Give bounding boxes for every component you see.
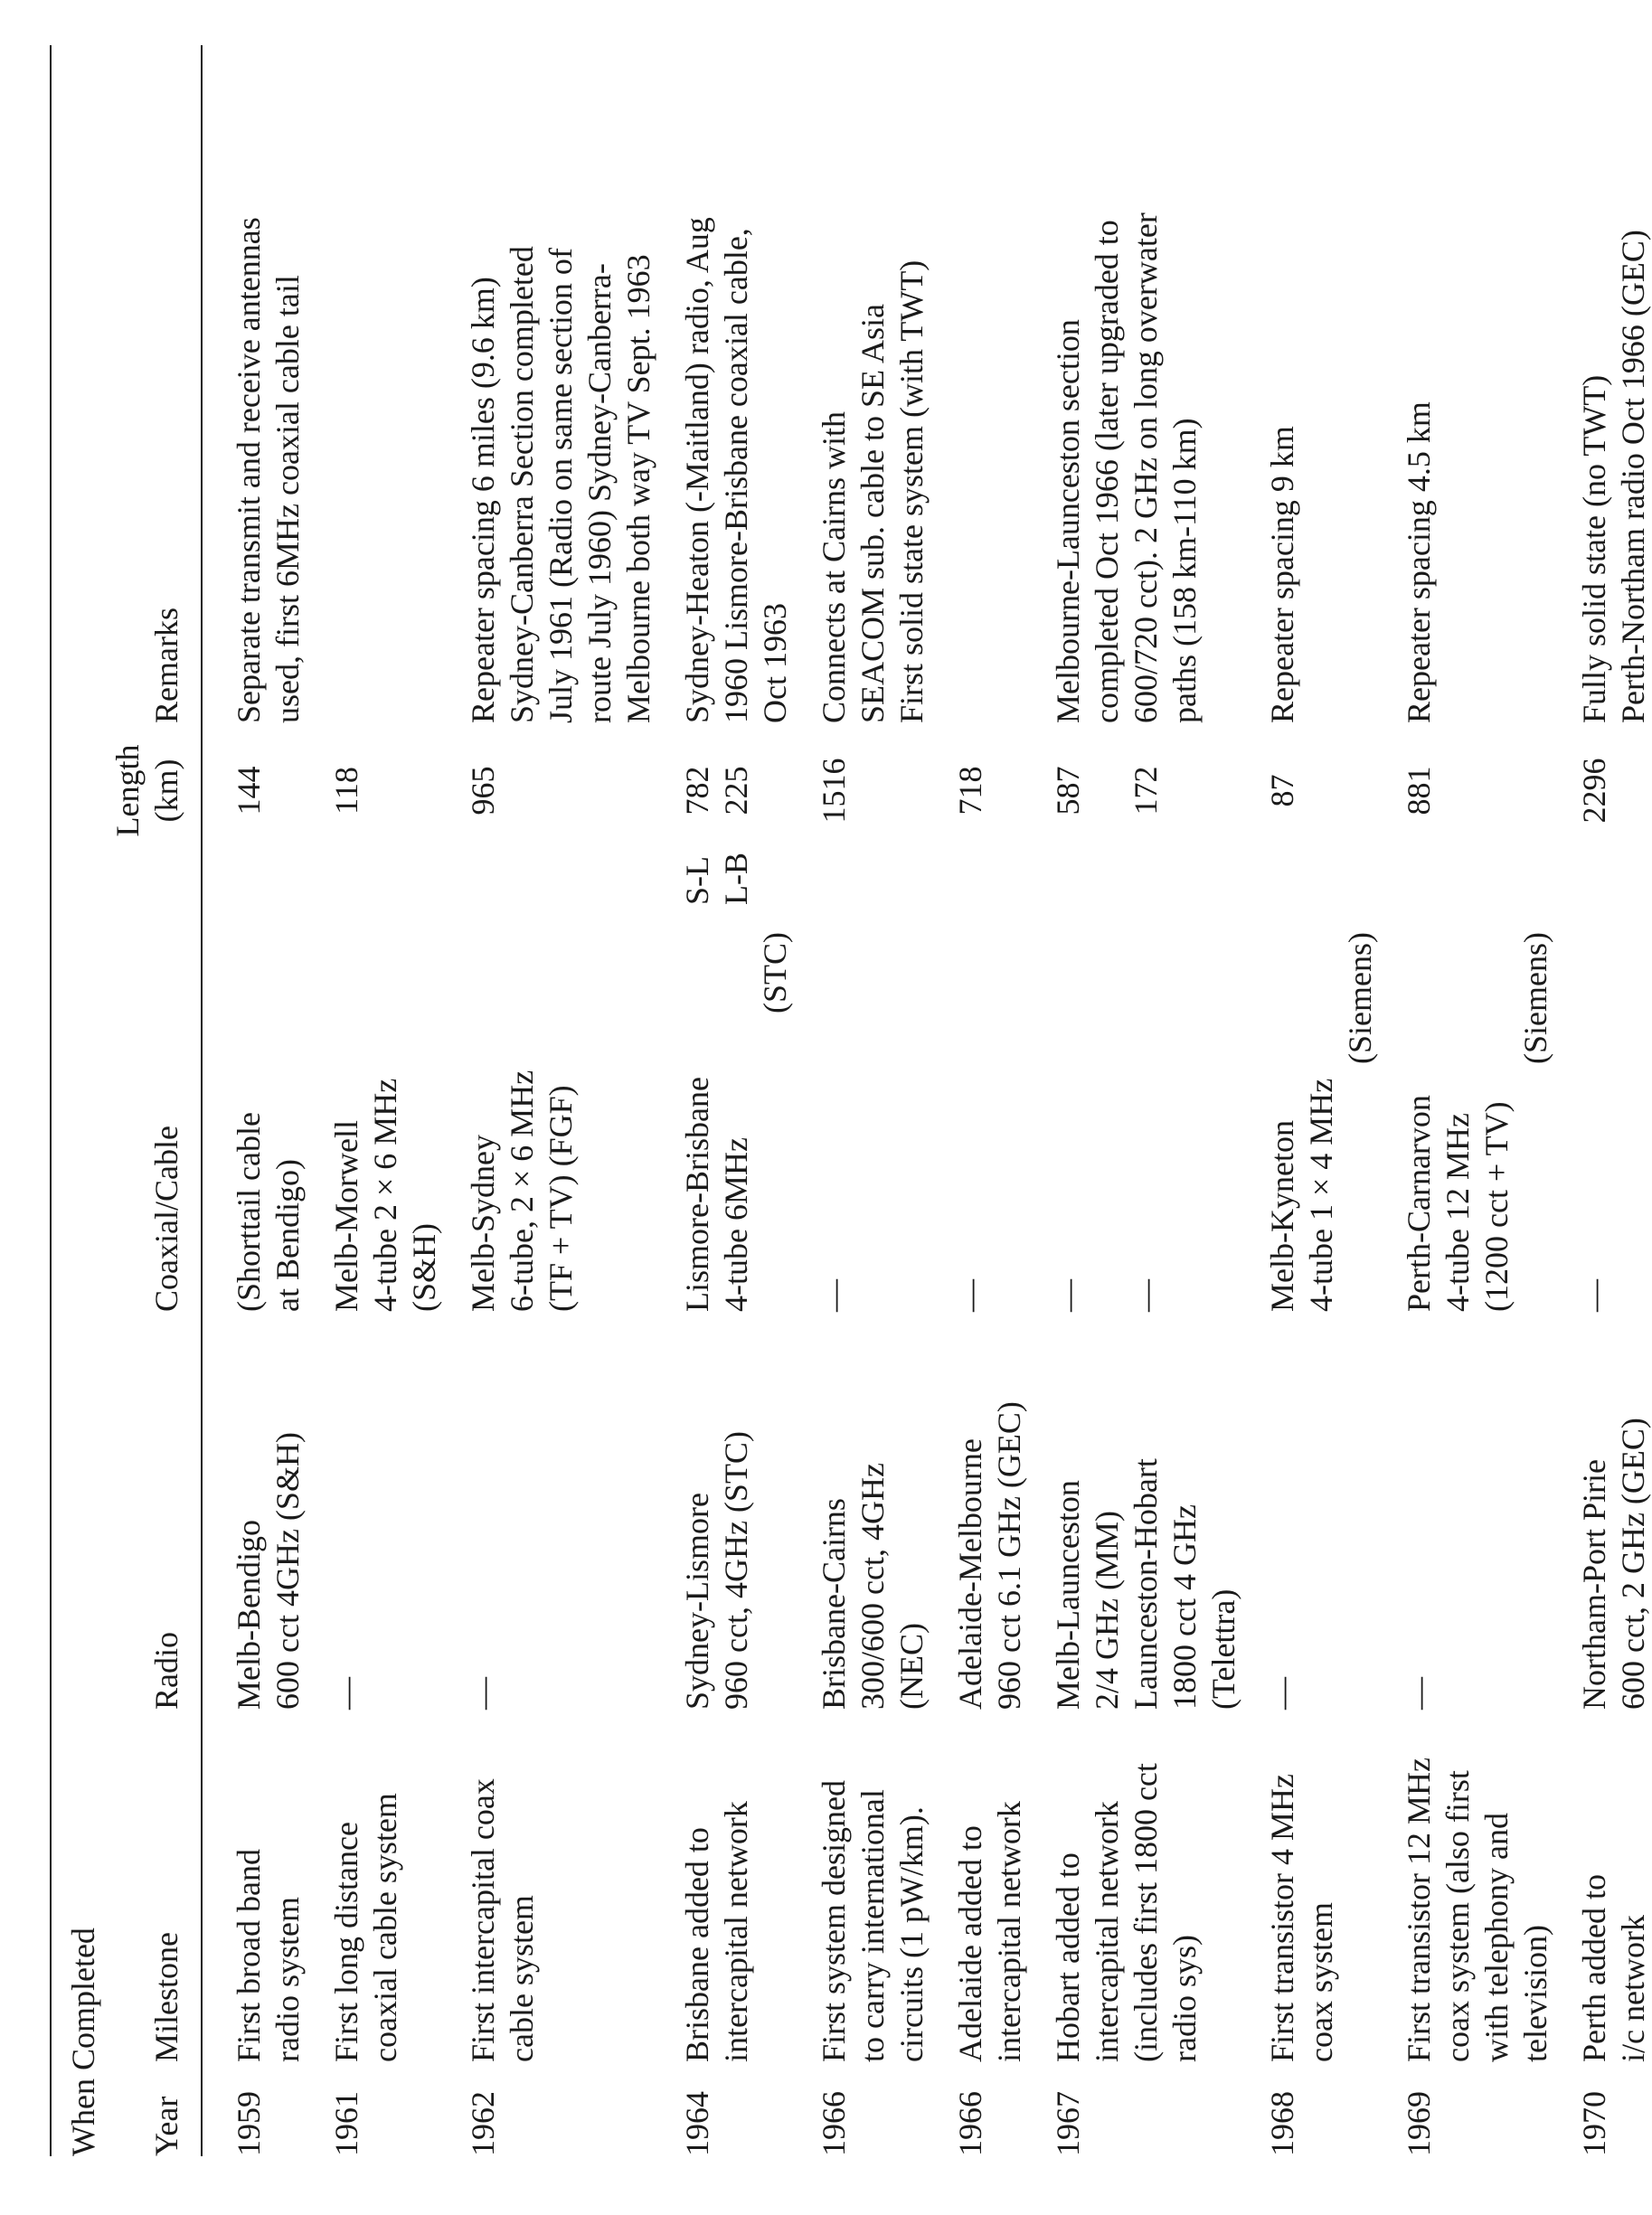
milestone-cell: First transistor 12 MHz coax system (also first with telephony and television) xyxy=(1401,1758,1553,2062)
coax-text: Lismore-Brisbane 4-tube 6MHz xyxy=(679,1077,754,1312)
radio-cell: Sydney-Lismore 960 cct, 4GHz (STC) xyxy=(679,1431,754,1710)
radio-cell: Melb-Launceston 2/4 GHz (MM) Launceston-Hobart 1800 cct 4 GHz (Telettra) xyxy=(1050,1458,1241,1710)
route-tag-cell: S-L L-B xyxy=(679,853,754,905)
milestone-table xyxy=(52,45,1652,2156)
coax-text: — xyxy=(952,1279,988,1312)
year-cell: 1959 xyxy=(231,2091,267,2156)
route-tag-cell xyxy=(1555,842,1652,905)
table-row xyxy=(1029,45,1243,2156)
coax-text: Perth-Carnarvon 4-tube 12 MHz (1200 cct + TV) xyxy=(1401,1095,1515,1312)
milestone-cell: Hobart added to intercapital network (includes first 1800 cct radio sys) xyxy=(1050,1763,1203,2062)
length-cell: 965 xyxy=(465,766,501,815)
length-cell: 144 xyxy=(231,766,267,815)
coax-cell xyxy=(795,905,931,1312)
remarks-cell: Sydney-Heaton (-Maitland) radio, Aug 1960 Lismore-Brisbane coaxial cable, Oct 1963 xyxy=(679,217,793,723)
length-cell: 587 172 xyxy=(1050,766,1164,815)
coax-cell xyxy=(202,905,307,1312)
year-cell: 1969 xyxy=(1401,2091,1437,2156)
table-body xyxy=(202,45,1652,2156)
route-tag-cell xyxy=(202,842,307,905)
coax-text: — xyxy=(816,1279,852,1312)
radio-cell: Brisbane-Cairns 300/600 cct, 4GHz (NEC) xyxy=(816,1463,930,1710)
table-row xyxy=(202,45,307,2156)
length-cell: 718 xyxy=(952,766,988,815)
route-tag-cell xyxy=(1380,842,1555,905)
milestone-cell: Perth added to i/c network xyxy=(1576,1874,1651,2062)
milestone-cell: First broad band radio system xyxy=(231,1849,306,2062)
radio-cell: — xyxy=(465,1677,501,1710)
table-row xyxy=(307,45,444,2156)
table-header xyxy=(52,45,202,2156)
coax-text: — xyxy=(1576,1279,1612,1312)
remarks-cell: Repeater spacing 4.5 km xyxy=(1401,401,1437,723)
header-year: Year xyxy=(103,2062,202,2156)
remarks-cell: Connects at Cairns with SEACOM sub. cable to SE Asia First solid state system (with TWT) xyxy=(816,259,930,723)
radio-cell: Adelaide-Melbourne 960 cct 6.1 GHz (GEC) xyxy=(952,1401,1027,1710)
length-cell: 1516 xyxy=(816,758,852,824)
table-row xyxy=(1380,45,1555,2156)
route-tag-cell xyxy=(795,842,931,905)
table-row xyxy=(795,45,931,2156)
coax-manufacturer-note: (Siemens) xyxy=(1517,932,1553,1064)
milestone-cell: First transistor 4 MHz coax system xyxy=(1264,1774,1339,2062)
milestone-table-container xyxy=(50,45,1652,2156)
length-cell: 87 xyxy=(1264,774,1300,807)
coax-text: — — xyxy=(1050,1279,1164,1312)
year-cell: 1966 xyxy=(816,2091,852,2156)
remarks-cell: Repeater spacing 6 miles (9.6 km) Sydney-Canberra Section completed July 1961 (Radio on same section of route July 1960) Sydney-Canberra- Melbourne both way TV Sept. 1963 xyxy=(465,246,656,723)
coax-text: Melb-Sydney 6-tube, 2 × 6 MHz (TF + TV) (FGF) xyxy=(465,1070,579,1312)
coax-cell xyxy=(444,905,658,1312)
table-row xyxy=(444,45,658,2156)
header-length: Length (km) xyxy=(103,723,202,842)
route-tag-cell xyxy=(444,842,658,905)
length-cell: 881 xyxy=(1401,766,1437,815)
header-radio: Radio xyxy=(103,1312,202,1710)
remarks-cell: Fully solid state (no TWT) Perth-Northam radio Oct 1966 (GEC) xyxy=(1576,230,1651,723)
coax-cell xyxy=(1243,905,1380,1312)
route-tag-cell xyxy=(931,842,1029,905)
year-cell: 1966 xyxy=(952,2091,988,2156)
header-remarks: Remarks xyxy=(103,45,202,723)
coax-manufacturer-note: (STC) xyxy=(757,932,793,1013)
radio-cell: — xyxy=(1401,1677,1437,1710)
coax-text: Melb-Kyneton 4-tube 1 × 4 MHz xyxy=(1264,1078,1339,1312)
year-cell: 1970 xyxy=(1576,2091,1612,2156)
radio-cell: — xyxy=(328,1677,364,1710)
table-row xyxy=(1243,45,1380,2156)
year-cell: 1961 xyxy=(328,2091,364,2156)
remarks-cell xyxy=(307,45,444,723)
coax-cell xyxy=(1029,905,1243,1312)
coax-cell xyxy=(307,905,444,1312)
year-cell: 1964 xyxy=(679,2091,715,2156)
coax-cell xyxy=(658,905,795,1312)
year-cell: 1968 xyxy=(1264,2091,1300,2156)
coax-cell xyxy=(1555,905,1652,1312)
milestone-cell: First intercapital coax cable system xyxy=(465,1778,540,2062)
coax-text: Melb-Morwell 4-tube 2 × 6 MHz (S&H) xyxy=(328,1078,442,1312)
radio-cell: — xyxy=(1264,1677,1300,1710)
coax-text: (Shorttail cable at Bendigo) xyxy=(231,1112,306,1312)
remarks-cell: Repeater spacing 9 km xyxy=(1264,426,1300,723)
table-row xyxy=(931,45,1029,2156)
coax-cell xyxy=(931,905,1029,1312)
table-row xyxy=(658,45,795,2156)
coax-cell xyxy=(1380,905,1555,1312)
milestone-cell: First long distance coaxial cable system xyxy=(328,1793,403,2062)
milestone-cell: First system designed to carry international circuits (1 pW/km). xyxy=(816,1780,930,2062)
remarks-cell: Melbourne-Launceston section completed Oct 1966 (later upgraded to 600/720 cct). 2 GHz on long overwater paths (158 km-110 km) xyxy=(1050,212,1203,723)
table-row xyxy=(1555,45,1652,2156)
route-tag-cell xyxy=(1243,842,1380,905)
year-cell: 1962 xyxy=(465,2091,501,2156)
route-tag-cell xyxy=(307,842,444,905)
length-cell: 118 xyxy=(328,767,364,815)
radio-cell: Northam-Port Pirie 600 cct, 2 GHz (GEC) xyxy=(1576,1418,1651,1710)
route-tag-cell xyxy=(1029,842,1243,905)
when-completed-label: When Completed xyxy=(65,1928,101,2156)
length-cell: 2296 xyxy=(1576,758,1612,824)
remarks-cell xyxy=(931,45,1029,723)
remarks-cell: Separate transmit and receive antennas used, first 6MHz coaxial cable tail xyxy=(231,217,306,723)
header-coax: Coaxial/Cable xyxy=(103,905,202,1312)
length-cell: 782 225 xyxy=(679,766,754,815)
radio-cell: Melb-Bendigo 600 cct 4GHz (S&H) xyxy=(231,1432,306,1710)
coax-manufacturer-note: (Siemens) xyxy=(1342,932,1378,1064)
year-cell: 1967 xyxy=(1050,2091,1086,2156)
header-milestone: Milestone xyxy=(103,1710,202,2062)
milestone-cell: Adelaide added to intercapital network xyxy=(952,1801,1027,2062)
milestone-cell: Brisbane added to intercapital network xyxy=(679,1801,754,2062)
